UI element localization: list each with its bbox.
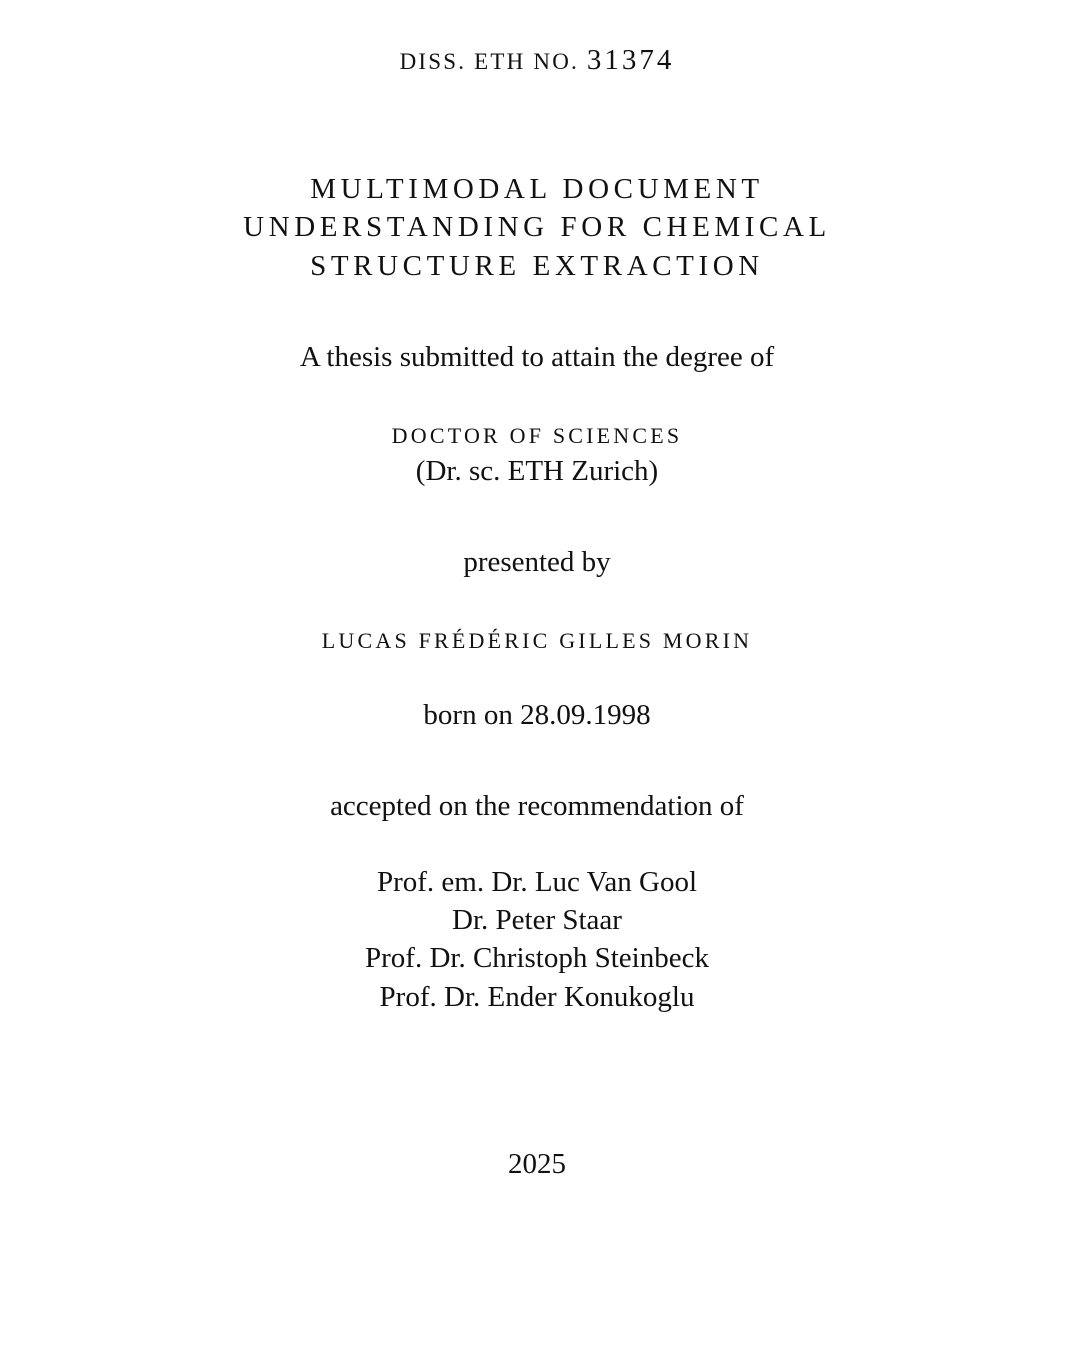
submission-statement: A thesis submitted to attain the degree of [299, 341, 775, 373]
degree-abbreviation: (Dr. sc. ETH Zurich) [415, 455, 659, 487]
thesis-title-line-2: UNDERSTANDING FOR CHEMICAL [243, 211, 831, 243]
thesis-title-line-1: MULTIMODAL DOCUMENT [310, 173, 764, 205]
dissertation-number [0, 46, 1074, 75]
dissertation-number-prefix: DISS. ETH NO. [399, 49, 579, 74]
referee-4: Prof. Dr. Ender Konukoglu [379, 981, 695, 1013]
degree-name: DOCTOR OF SCIENCES [391, 423, 683, 448]
recommendation-label: accepted on the recommendation of [330, 790, 744, 822]
dissertation-number-value: 31374 [586, 44, 675, 76]
birth-date: born on 28.09.1998 [423, 699, 651, 731]
author-name: LUCAS FRÉDÉRIC GILLES MORIN [321, 628, 753, 653]
referee-3: Prof. Dr. Christoph Steinbeck [365, 942, 709, 974]
publication-year: 2025 [508, 1148, 566, 1180]
referee-2: Dr. Peter Staar [452, 904, 622, 936]
presented-by-label: presented by [463, 546, 611, 578]
thesis-title-line-3: STRUCTURE EXTRACTION [310, 250, 764, 282]
referee-1: Prof. em. Dr. Luc Van Gool [376, 866, 698, 898]
